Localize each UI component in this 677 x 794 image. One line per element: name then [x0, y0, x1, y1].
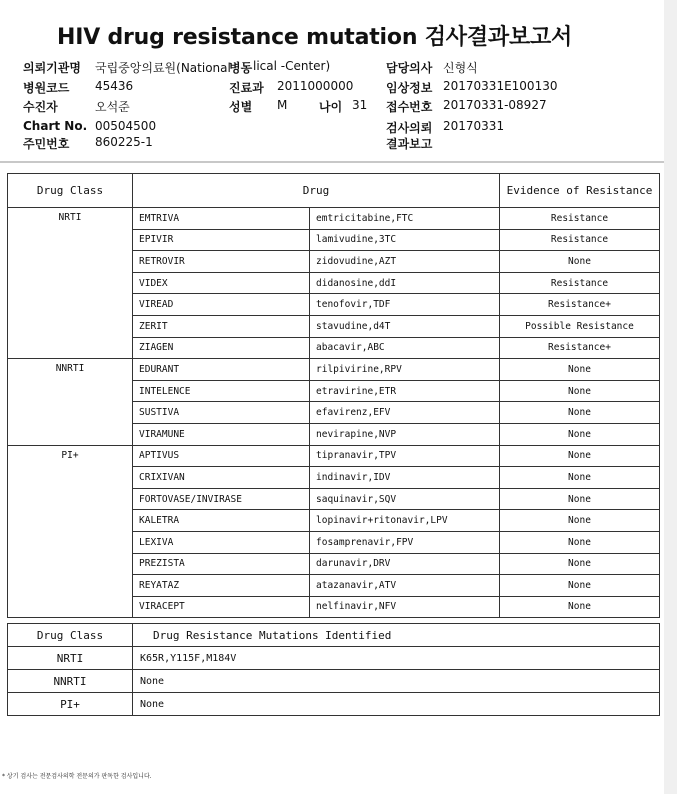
- table-row: [8, 624, 660, 647]
- generic-cell: darunavir,DRV: [310, 553, 500, 575]
- mut-col-drug-class: Drug Class: [8, 624, 133, 647]
- report-title: HIV drug resistance mutation 검사결과보고서: [57, 25, 573, 50]
- generic-cell: indinavir,IDV: [310, 467, 500, 489]
- brand-cell: RETROVIR: [133, 251, 310, 273]
- sex-label: 성별: [229, 100, 253, 114]
- brand-cell: VIREAD: [133, 294, 310, 316]
- brand-cell: REYATAZ: [133, 575, 310, 597]
- generic-cell: nevirapine,NVP: [310, 423, 500, 445]
- brand-cell: LEXIVA: [133, 531, 310, 553]
- brand-cell: PREZISTA: [133, 553, 310, 575]
- evidence-cell: None: [500, 596, 660, 618]
- brand-cell: VIDEX: [133, 272, 310, 294]
- brand-cell: FORTOVASE/INVIRASE: [133, 488, 310, 510]
- evidence-cell: None: [500, 445, 660, 467]
- table-row: [8, 647, 660, 670]
- request-date-label: 검사의뢰: [386, 121, 433, 135]
- evidence-cell: Resistance+: [500, 337, 660, 359]
- side-margin: [664, 0, 677, 794]
- evidence-cell: None: [500, 531, 660, 553]
- report-date-label: 결과보고: [386, 137, 433, 151]
- evidence-cell: None: [500, 359, 660, 381]
- evidence-cell: Resistance: [500, 272, 660, 294]
- generic-cell: lamivudine,3TC: [310, 229, 500, 251]
- generic-cell: zidovudine,AZT: [310, 251, 500, 273]
- mut-value-cell: None: [133, 670, 660, 693]
- drug-resistance-table: [7, 173, 660, 618]
- col-evidence: Evidence of Resistance: [500, 174, 660, 208]
- col-drug: Drug: [133, 174, 500, 208]
- patient-label: 수진자: [23, 100, 58, 114]
- table-row: [8, 670, 660, 693]
- chart-no-value: 00504500: [95, 119, 157, 133]
- table-row: [8, 693, 660, 716]
- generic-cell: emtricitabine,FTC: [310, 208, 500, 230]
- evidence-cell: None: [500, 467, 660, 489]
- ward-label: 병동: [229, 61, 253, 75]
- receipt-value: 20170331-08927: [443, 98, 547, 112]
- resident-no-label: 주민번호: [23, 137, 70, 151]
- evidence-cell: None: [500, 553, 660, 575]
- generic-cell: atazanavir,ATV: [310, 575, 500, 597]
- mut-class-cell: NNRTI: [8, 670, 133, 693]
- col-drug-class: Drug Class: [8, 174, 133, 208]
- evidence-cell: None: [500, 575, 660, 597]
- age-label: 나이: [319, 100, 343, 114]
- evidence-cell: Resistance+: [500, 294, 660, 316]
- hospital-code-value: 45436: [95, 79, 134, 93]
- evidence-cell: None: [500, 402, 660, 424]
- table-row: [8, 359, 660, 381]
- generic-cell: fosamprenavir,FPV: [310, 531, 500, 553]
- ward-value: lical -Center): [253, 59, 331, 73]
- header-divider: [0, 161, 664, 163]
- brand-cell: SUSTIVA: [133, 402, 310, 424]
- brand-cell: EDURANT: [133, 359, 310, 381]
- doctor-label: 담당의사: [386, 61, 433, 75]
- class-cell: NRTI: [8, 208, 133, 359]
- brand-cell: VIRAMUNE: [133, 423, 310, 445]
- mut-value-cell: None: [133, 693, 660, 716]
- clinical-info-label: 임상정보: [386, 81, 433, 95]
- evidence-cell: None: [500, 380, 660, 402]
- dept-label: 진료과: [229, 81, 264, 95]
- brand-cell: ZERIT: [133, 315, 310, 337]
- institution-value: 국립중앙의료원(National: [95, 61, 231, 75]
- generic-cell: didanosine,ddI: [310, 272, 500, 294]
- generic-cell: nelfinavir,NFV: [310, 596, 500, 618]
- mut-value-cell: K65R,Y115F,M184V: [133, 647, 660, 670]
- table-row: [8, 208, 660, 230]
- dept-value: 2011000000: [277, 79, 354, 93]
- generic-cell: lopinavir+ritonavir,LPV: [310, 510, 500, 532]
- receipt-label: 접수번호: [386, 100, 433, 114]
- patient-value: 오석준: [95, 100, 130, 114]
- mut-col-mutations: Drug Resistance Mutations Identified: [133, 624, 660, 647]
- evidence-cell: None: [500, 423, 660, 445]
- resident-no-value: 860225-1: [95, 135, 153, 149]
- mutations-table: [7, 623, 660, 716]
- mut-class-cell: NRTI: [8, 647, 133, 670]
- brand-cell: VIRACEPT: [133, 596, 310, 618]
- generic-cell: abacavir,ABC: [310, 337, 500, 359]
- evidence-cell: Resistance: [500, 229, 660, 251]
- sex-value: M: [277, 98, 288, 112]
- request-date-value: 20170331: [443, 119, 505, 133]
- brand-cell: EMTRIVA: [133, 208, 310, 230]
- evidence-cell: Possible Resistance: [500, 315, 660, 337]
- class-cell: PI+: [8, 445, 133, 618]
- class-cell: NNRTI: [8, 359, 133, 445]
- brand-cell: APTIVUS: [133, 445, 310, 467]
- brand-cell: KALETRA: [133, 510, 310, 532]
- chart-no-label: Chart No.: [23, 119, 88, 133]
- brand-cell: INTELENCE: [133, 380, 310, 402]
- evidence-cell: None: [500, 251, 660, 273]
- hospital-code-label: 병원코드: [23, 81, 70, 95]
- mut-class-cell: PI+: [8, 693, 133, 716]
- generic-cell: etravirine,ETR: [310, 380, 500, 402]
- evidence-cell: Resistance: [500, 208, 660, 230]
- clinical-info-value: 20170331E100130: [443, 79, 558, 93]
- generic-cell: stavudine,d4T: [310, 315, 500, 337]
- evidence-cell: None: [500, 488, 660, 510]
- table-row: [8, 445, 660, 467]
- generic-cell: efavirenz,EFV: [310, 402, 500, 424]
- evidence-cell: None: [500, 510, 660, 532]
- age-value: 31: [352, 98, 368, 112]
- doctor-value: 신형식: [443, 61, 478, 75]
- footnote: * 상기 검사는 전문검사의학 전문의가 판독한 검사입니다.: [2, 773, 152, 780]
- institution-label: 의뢰기관명: [23, 61, 81, 75]
- generic-cell: tipranavir,TPV: [310, 445, 500, 467]
- brand-cell: CRIXIVAN: [133, 467, 310, 489]
- brand-cell: ZIAGEN: [133, 337, 310, 359]
- generic-cell: tenofovir,TDF: [310, 294, 500, 316]
- generic-cell: rilpivirine,RPV: [310, 359, 500, 381]
- brand-cell: EPIVIR: [133, 229, 310, 251]
- generic-cell: saquinavir,SQV: [310, 488, 500, 510]
